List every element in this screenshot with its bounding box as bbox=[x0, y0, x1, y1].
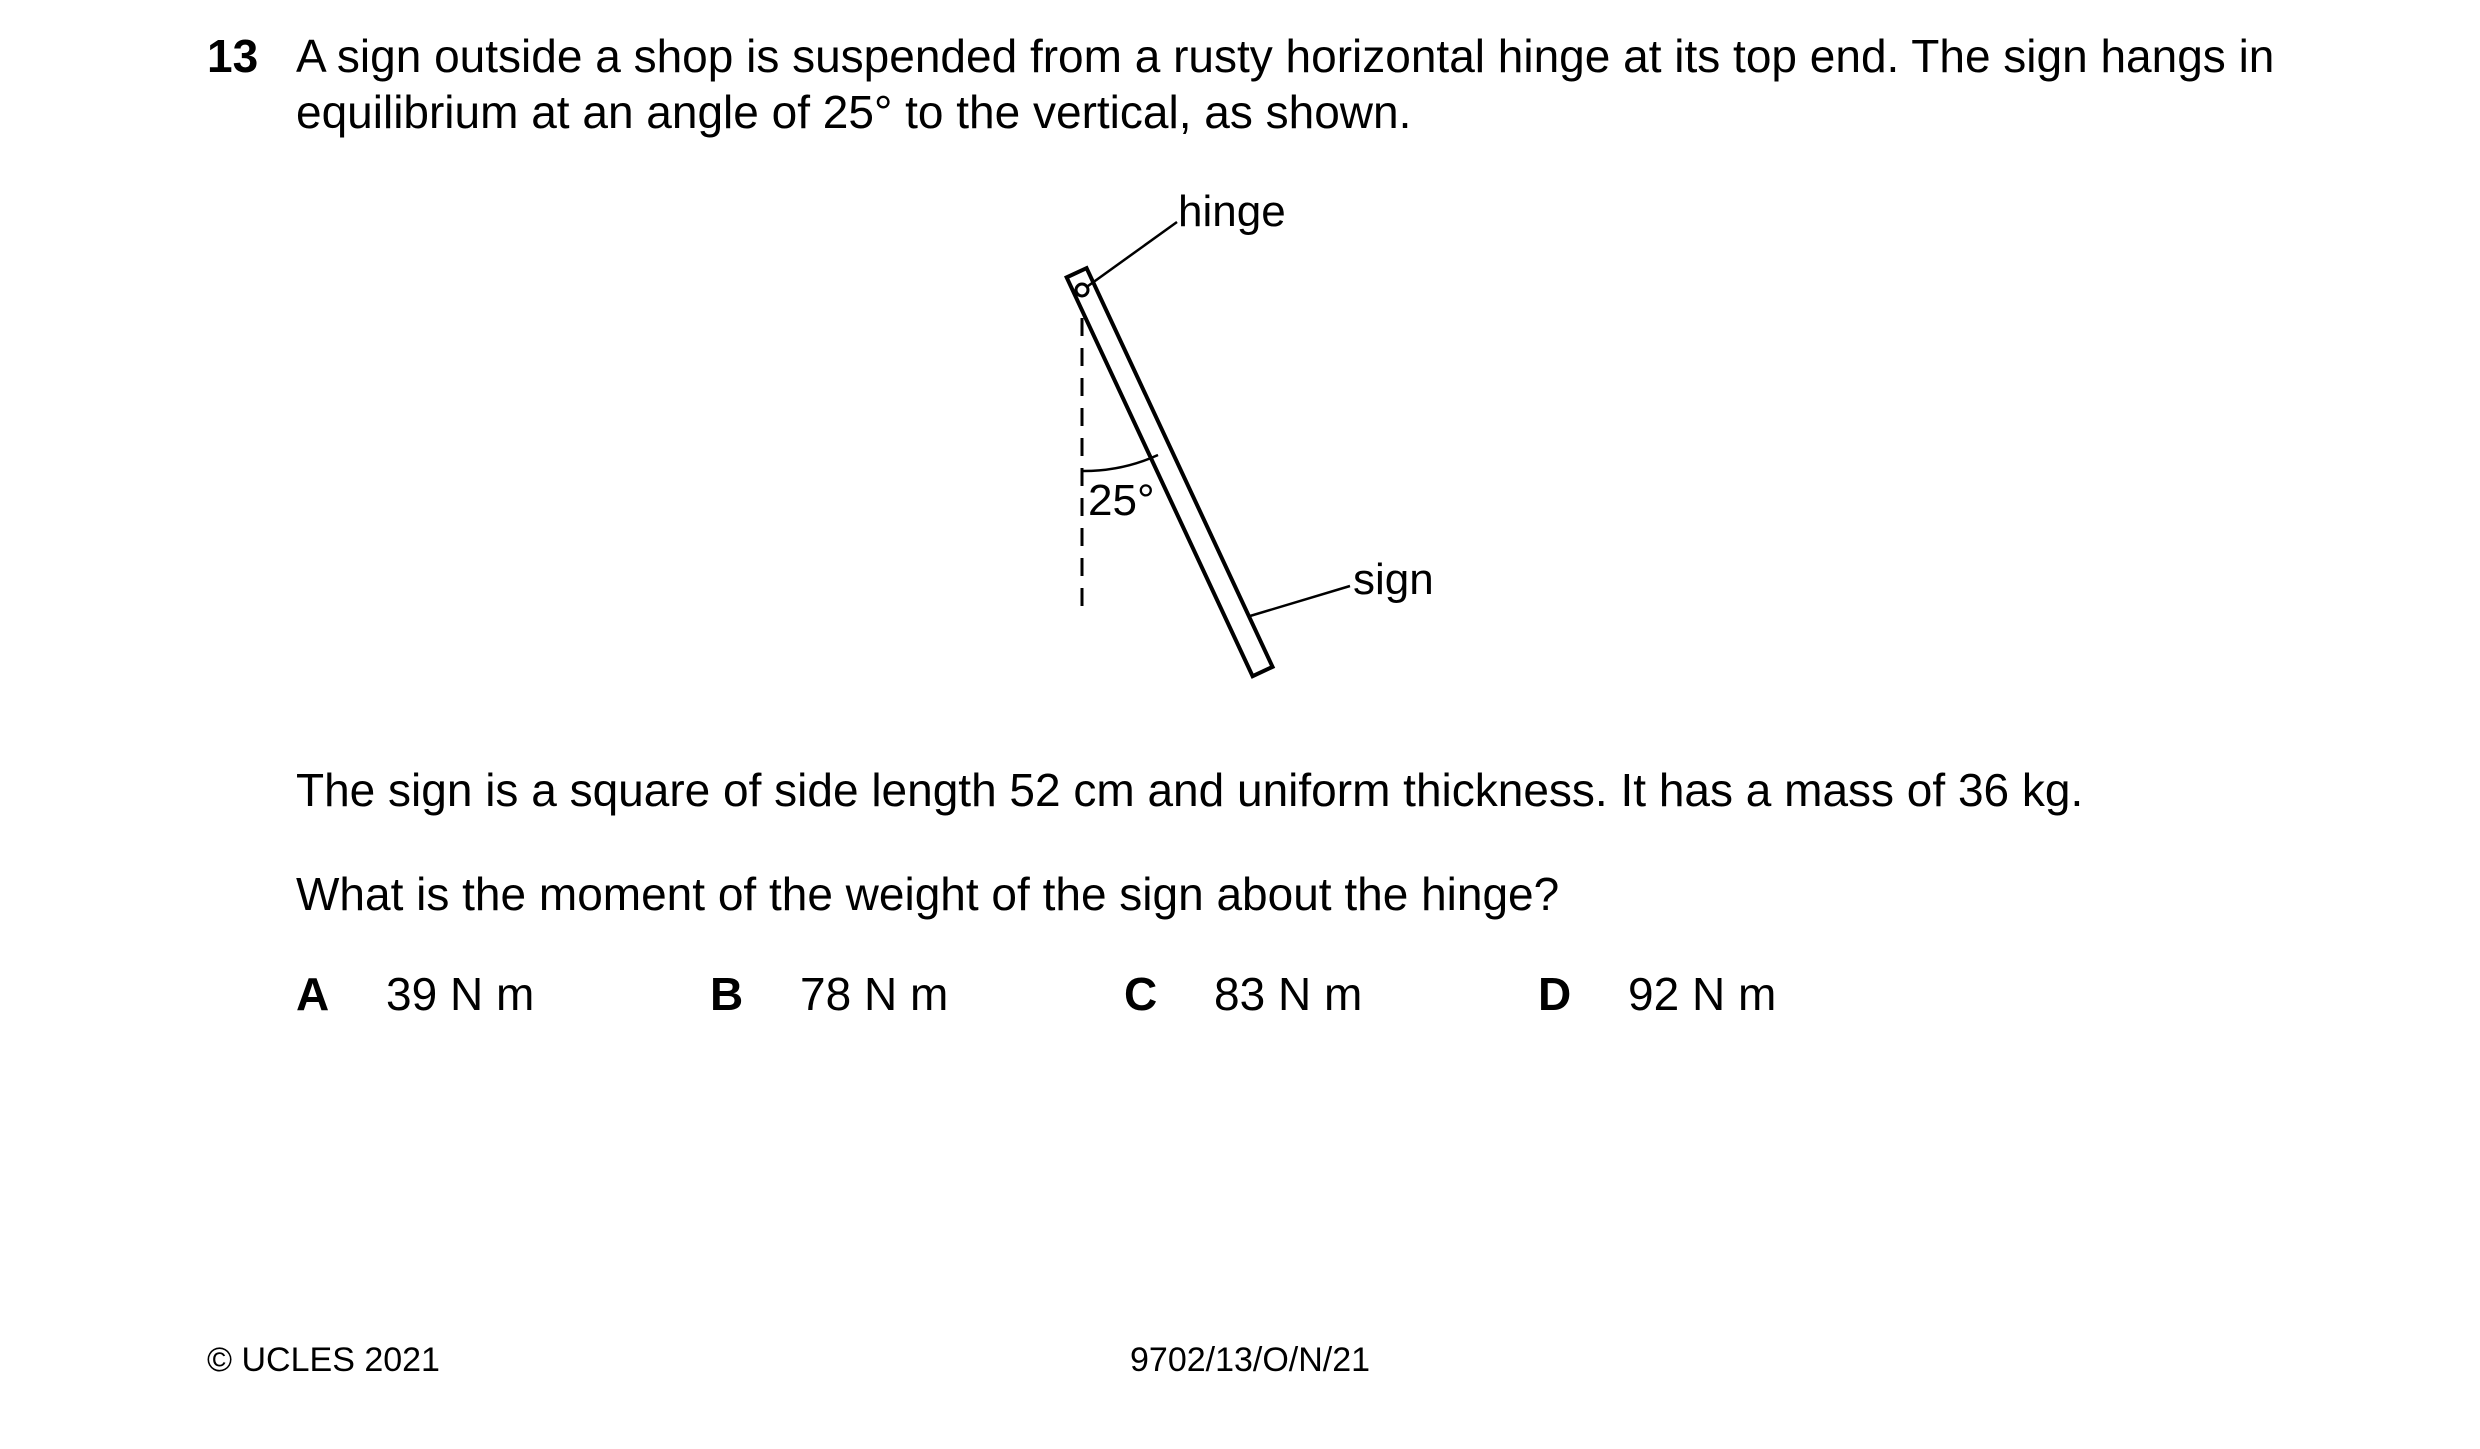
question-stem-line-2: equilibrium at an angle of 25° to the vertical, as shown. bbox=[296, 86, 1412, 138]
sign-diagram bbox=[1000, 170, 1500, 735]
option-d-letter: D bbox=[1538, 968, 1572, 1020]
option-b-value: 78 N m bbox=[800, 968, 949, 1020]
angle-label: 25° bbox=[1088, 476, 1155, 525]
option-a-value: 39 N m bbox=[386, 968, 535, 1020]
paper-code: 9702/13/O/N/21 bbox=[1130, 1341, 1371, 1379]
option-a-letter: A bbox=[296, 968, 330, 1020]
sign-leader-line bbox=[1250, 586, 1350, 616]
answer-options bbox=[296, 966, 1896, 1026]
question-prompt: What is the moment of the weight of the sign about the hinge? bbox=[296, 868, 1560, 920]
question-number: 13 bbox=[207, 30, 259, 82]
angle-arc bbox=[1082, 455, 1158, 471]
question-stem-line-1: A sign outside a shop is suspended from a rusty horizontal hinge at its top end. The sign hangs in bbox=[296, 30, 2275, 82]
question-information: The sign is a square of side length 52 cm and uniform thickness. It has a mass of 36 kg. bbox=[296, 764, 2084, 816]
option-d-value: 92 N m bbox=[1628, 968, 1777, 1020]
sign-board bbox=[1067, 268, 1273, 676]
sign-label: sign bbox=[1353, 555, 1434, 604]
option-a[interactable] bbox=[296, 966, 534, 1022]
option-c[interactable] bbox=[1124, 966, 1362, 1022]
hinge-leader-line bbox=[1088, 222, 1177, 286]
option-c-letter: C bbox=[1124, 968, 1158, 1020]
hinge-pin bbox=[1076, 284, 1088, 296]
question-stem bbox=[296, 28, 2376, 140]
option-b-letter: B bbox=[710, 968, 744, 1020]
option-c-value: 83 N m bbox=[1214, 968, 1363, 1020]
copyright-notice: © UCLES 2021 bbox=[207, 1341, 440, 1379]
option-b[interactable] bbox=[710, 966, 948, 1022]
hinge-label: hinge bbox=[1178, 187, 1286, 236]
option-d[interactable] bbox=[1538, 966, 1776, 1022]
sign-diagram-svg bbox=[1000, 170, 1500, 730]
